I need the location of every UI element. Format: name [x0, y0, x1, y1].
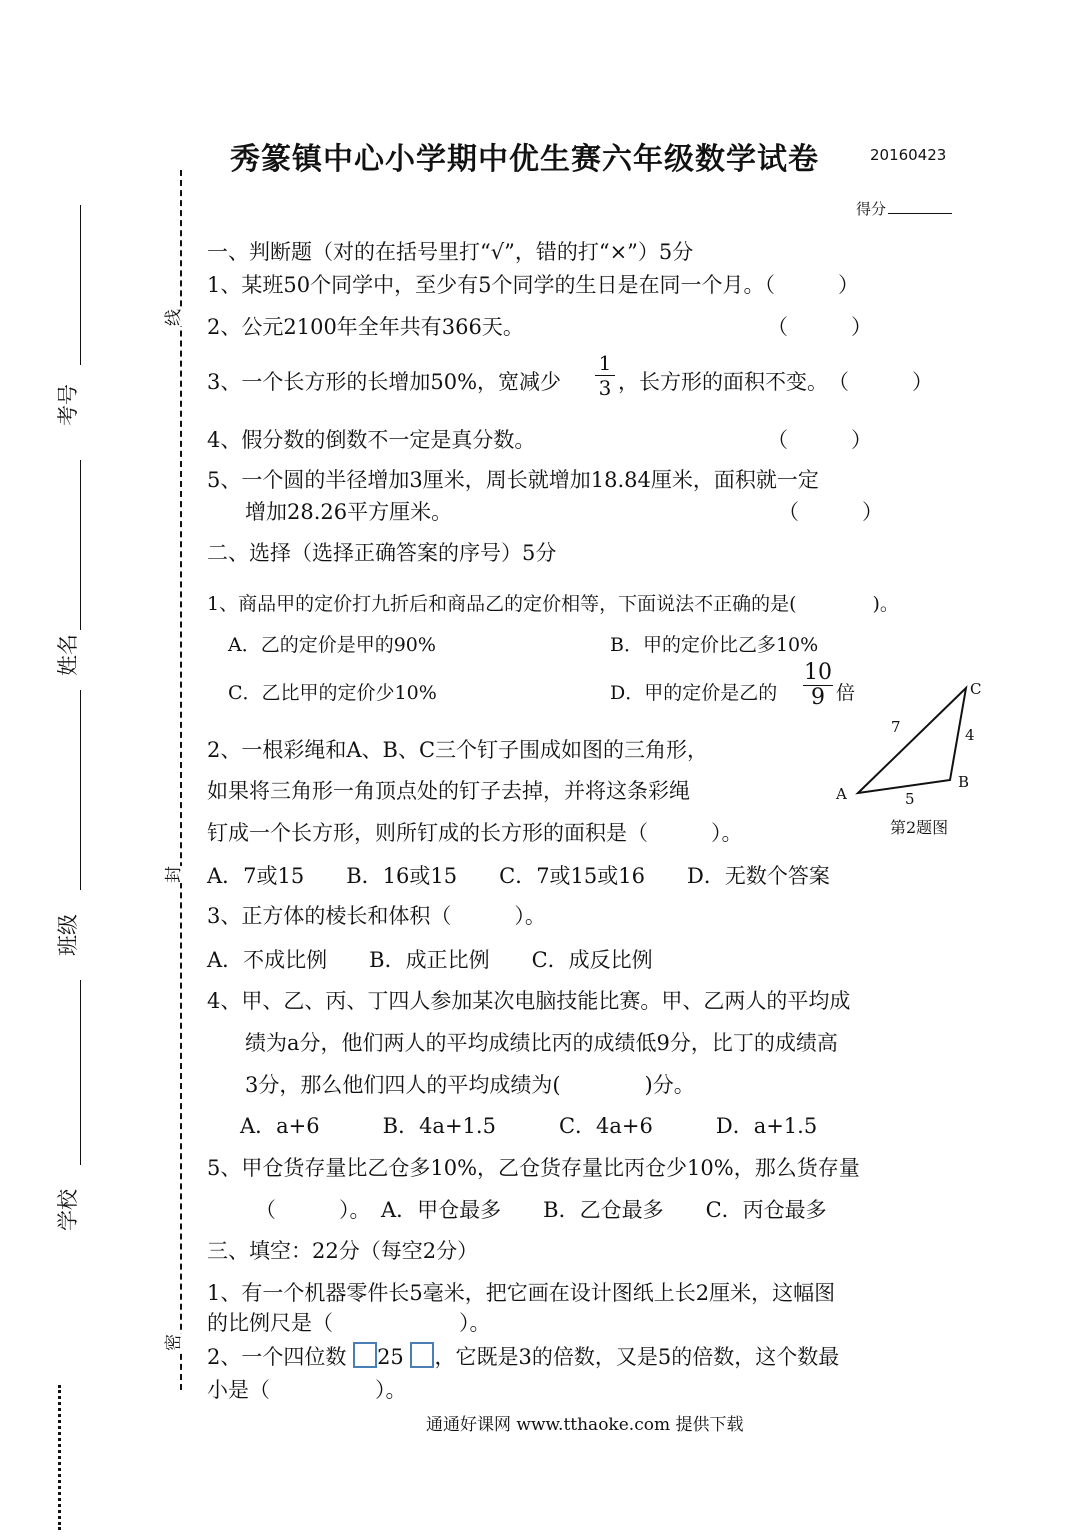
- class-line: [80, 980, 81, 1165]
- seal-char-secret: 密: [159, 1334, 184, 1351]
- s2-question-5-line2: （ ）。 A．甲仓最多 B．乙仓最多 C．丙仓最多: [255, 1198, 827, 1222]
- s1-question-4-paren: （ ）: [767, 428, 872, 452]
- fraction-numerator: 10: [804, 660, 832, 685]
- exam-no-label: 考号: [56, 384, 80, 426]
- s2-q3-options: A．不成比例 B．成正比例 C．成反比例: [207, 948, 653, 972]
- s3-q2-pre: 2、一个四位数: [207, 1345, 347, 1369]
- school-label: 学校: [56, 1189, 80, 1231]
- binding-dotted-line: [58, 1385, 61, 1530]
- s2-question-4-line3: 3分，那么他们四人的平均成绩为( )分。: [245, 1073, 695, 1097]
- s3-q2-mid: 25: [377, 1345, 404, 1369]
- name-label: 姓名: [56, 634, 80, 676]
- vertex-a-label: A: [836, 785, 847, 803]
- seal-dashed-line: [180, 170, 182, 1390]
- s1-question-5-paren: （ ）: [778, 500, 883, 524]
- s2-question-2-line3: 钉成一个长方形，则所钉成的长方形的面积是（ ）。: [207, 821, 743, 845]
- s1-question-5-line1: 5、一个圆的半径增加3厘米，周长就增加18.84厘米，面积就一定: [207, 468, 819, 492]
- score-blank: [888, 213, 952, 214]
- s2-q1-d-fraction: [803, 662, 833, 709]
- s3-q2-post: ，它既是3的倍数，又是5的倍数，这个数最: [434, 1345, 840, 1369]
- score-label: 得分: [856, 200, 887, 218]
- s1-question-3-post: ，长方形的面积不变。 （ ）: [618, 370, 933, 394]
- fraction-denominator: 3: [598, 376, 612, 400]
- digit-blank-box: [353, 1342, 377, 1368]
- s2-q2-options: A．7或15 B．16或15 C．7或15或16 D．无数个答案: [207, 864, 830, 888]
- s2-question-5-line1: 5、甲仓货存量比乙仓多10%，乙仓货存量比丙仓少10%，那么货存量: [207, 1156, 860, 1180]
- s2-question-2-line2: 如果将三角形一角顶点处的钉子去掉，并将这条彩绳: [207, 779, 690, 803]
- score-field: [856, 198, 952, 219]
- s1-question-5-line2: 增加28.26平方厘米。: [245, 500, 453, 524]
- s3-question-1-line1: 1、有一个机器零件长5毫米，把它画在设计图纸上长2厘米，这幅图: [207, 1281, 836, 1305]
- seal-char-seal: 封: [159, 866, 184, 883]
- page-title: 秀篆镇中心小学期中优生赛六年级数学试卷: [230, 142, 819, 177]
- side-bc-label: 4: [965, 726, 975, 744]
- s2-q4-options: A．a+6 B．4a+1.5 C．4a+6 D．a+1.5: [240, 1114, 818, 1138]
- s1-question-4: 4、假分数的倒数不一定是真分数。: [207, 428, 536, 452]
- section2-heading: 二、选择（选择正确答案的序号）5分: [207, 541, 557, 565]
- vertex-b-label: B: [958, 773, 970, 791]
- triangle-shape: [858, 688, 966, 793]
- s2-question-1: 1、商品甲的定价打九折后和商品乙的定价相等，下面说法不正确的是( )。: [207, 593, 899, 615]
- s2-q1-option-c: C．乙比甲的定价少10%: [228, 682, 437, 704]
- exam-no-line: [80, 205, 81, 365]
- fraction-numerator: 1: [598, 351, 612, 375]
- fraction-denominator: 9: [811, 685, 825, 710]
- s1-q3-fraction: [595, 352, 615, 399]
- class-label: 班级: [56, 914, 80, 956]
- figure-caption: 第2题图: [890, 818, 949, 837]
- s1-question-1: 1、某班50个同学中，至少有5个同学的生日是在同一个月。（ ）: [207, 273, 859, 297]
- name-line-top: [80, 460, 81, 630]
- s2-q1-option-d-post: 倍: [836, 682, 856, 704]
- s2-q1-option-d-pre: D．甲的定价是乙的: [610, 682, 778, 704]
- s1-question-3-pre: 3、一个长方形的长增加50%，宽减少: [207, 370, 562, 394]
- s2-q1-option-a: A．乙的定价是甲的90%: [228, 634, 436, 656]
- s1-question-2: 2、公元2100年全年共有366天。: [207, 315, 524, 339]
- vertex-c-label: C: [970, 680, 982, 698]
- s3-question-2-line1: [207, 1341, 839, 1371]
- seal-char-line: 线: [159, 309, 184, 326]
- s2-question-4-line2: 绩为a分，他们两人的平均成绩比丙的成绩低9分，比丁的成绩高: [245, 1031, 838, 1055]
- side-ac-label: 7: [891, 718, 901, 736]
- s1-question-2-paren: （ ）: [767, 315, 872, 339]
- s3-question-2-line2: 小是（ ）。: [207, 1378, 407, 1402]
- s2-q1-option-b: B．甲的定价比乙多10%: [610, 634, 819, 656]
- footer-credit: 通通好课网 www.tthaoke.com 提供下载: [426, 1415, 744, 1435]
- s2-question-4-line1: 4、甲、乙、丙、丁四人参加某次电脑技能比赛。甲、乙两人的平均成: [207, 989, 851, 1013]
- section1-heading: 一、判断题（对的在括号里打“√”，错的打“×”）5分: [207, 240, 694, 264]
- section3-heading: 三、填空：22分（每空2分）: [207, 1239, 479, 1263]
- s3-question-1-line2: 的比例尺是（ ）。: [207, 1311, 491, 1335]
- digit-blank-box: [410, 1342, 434, 1368]
- name-line: [80, 690, 81, 890]
- s2-question-2-line1: 2、一根彩绳和A、B、C三个钉子围成如图的三角形，: [207, 738, 709, 762]
- side-ab-label: 5: [905, 790, 915, 808]
- exam-date: 20160423: [870, 146, 947, 164]
- s2-question-3: 3、正方体的棱长和体积（ ）。: [207, 904, 546, 928]
